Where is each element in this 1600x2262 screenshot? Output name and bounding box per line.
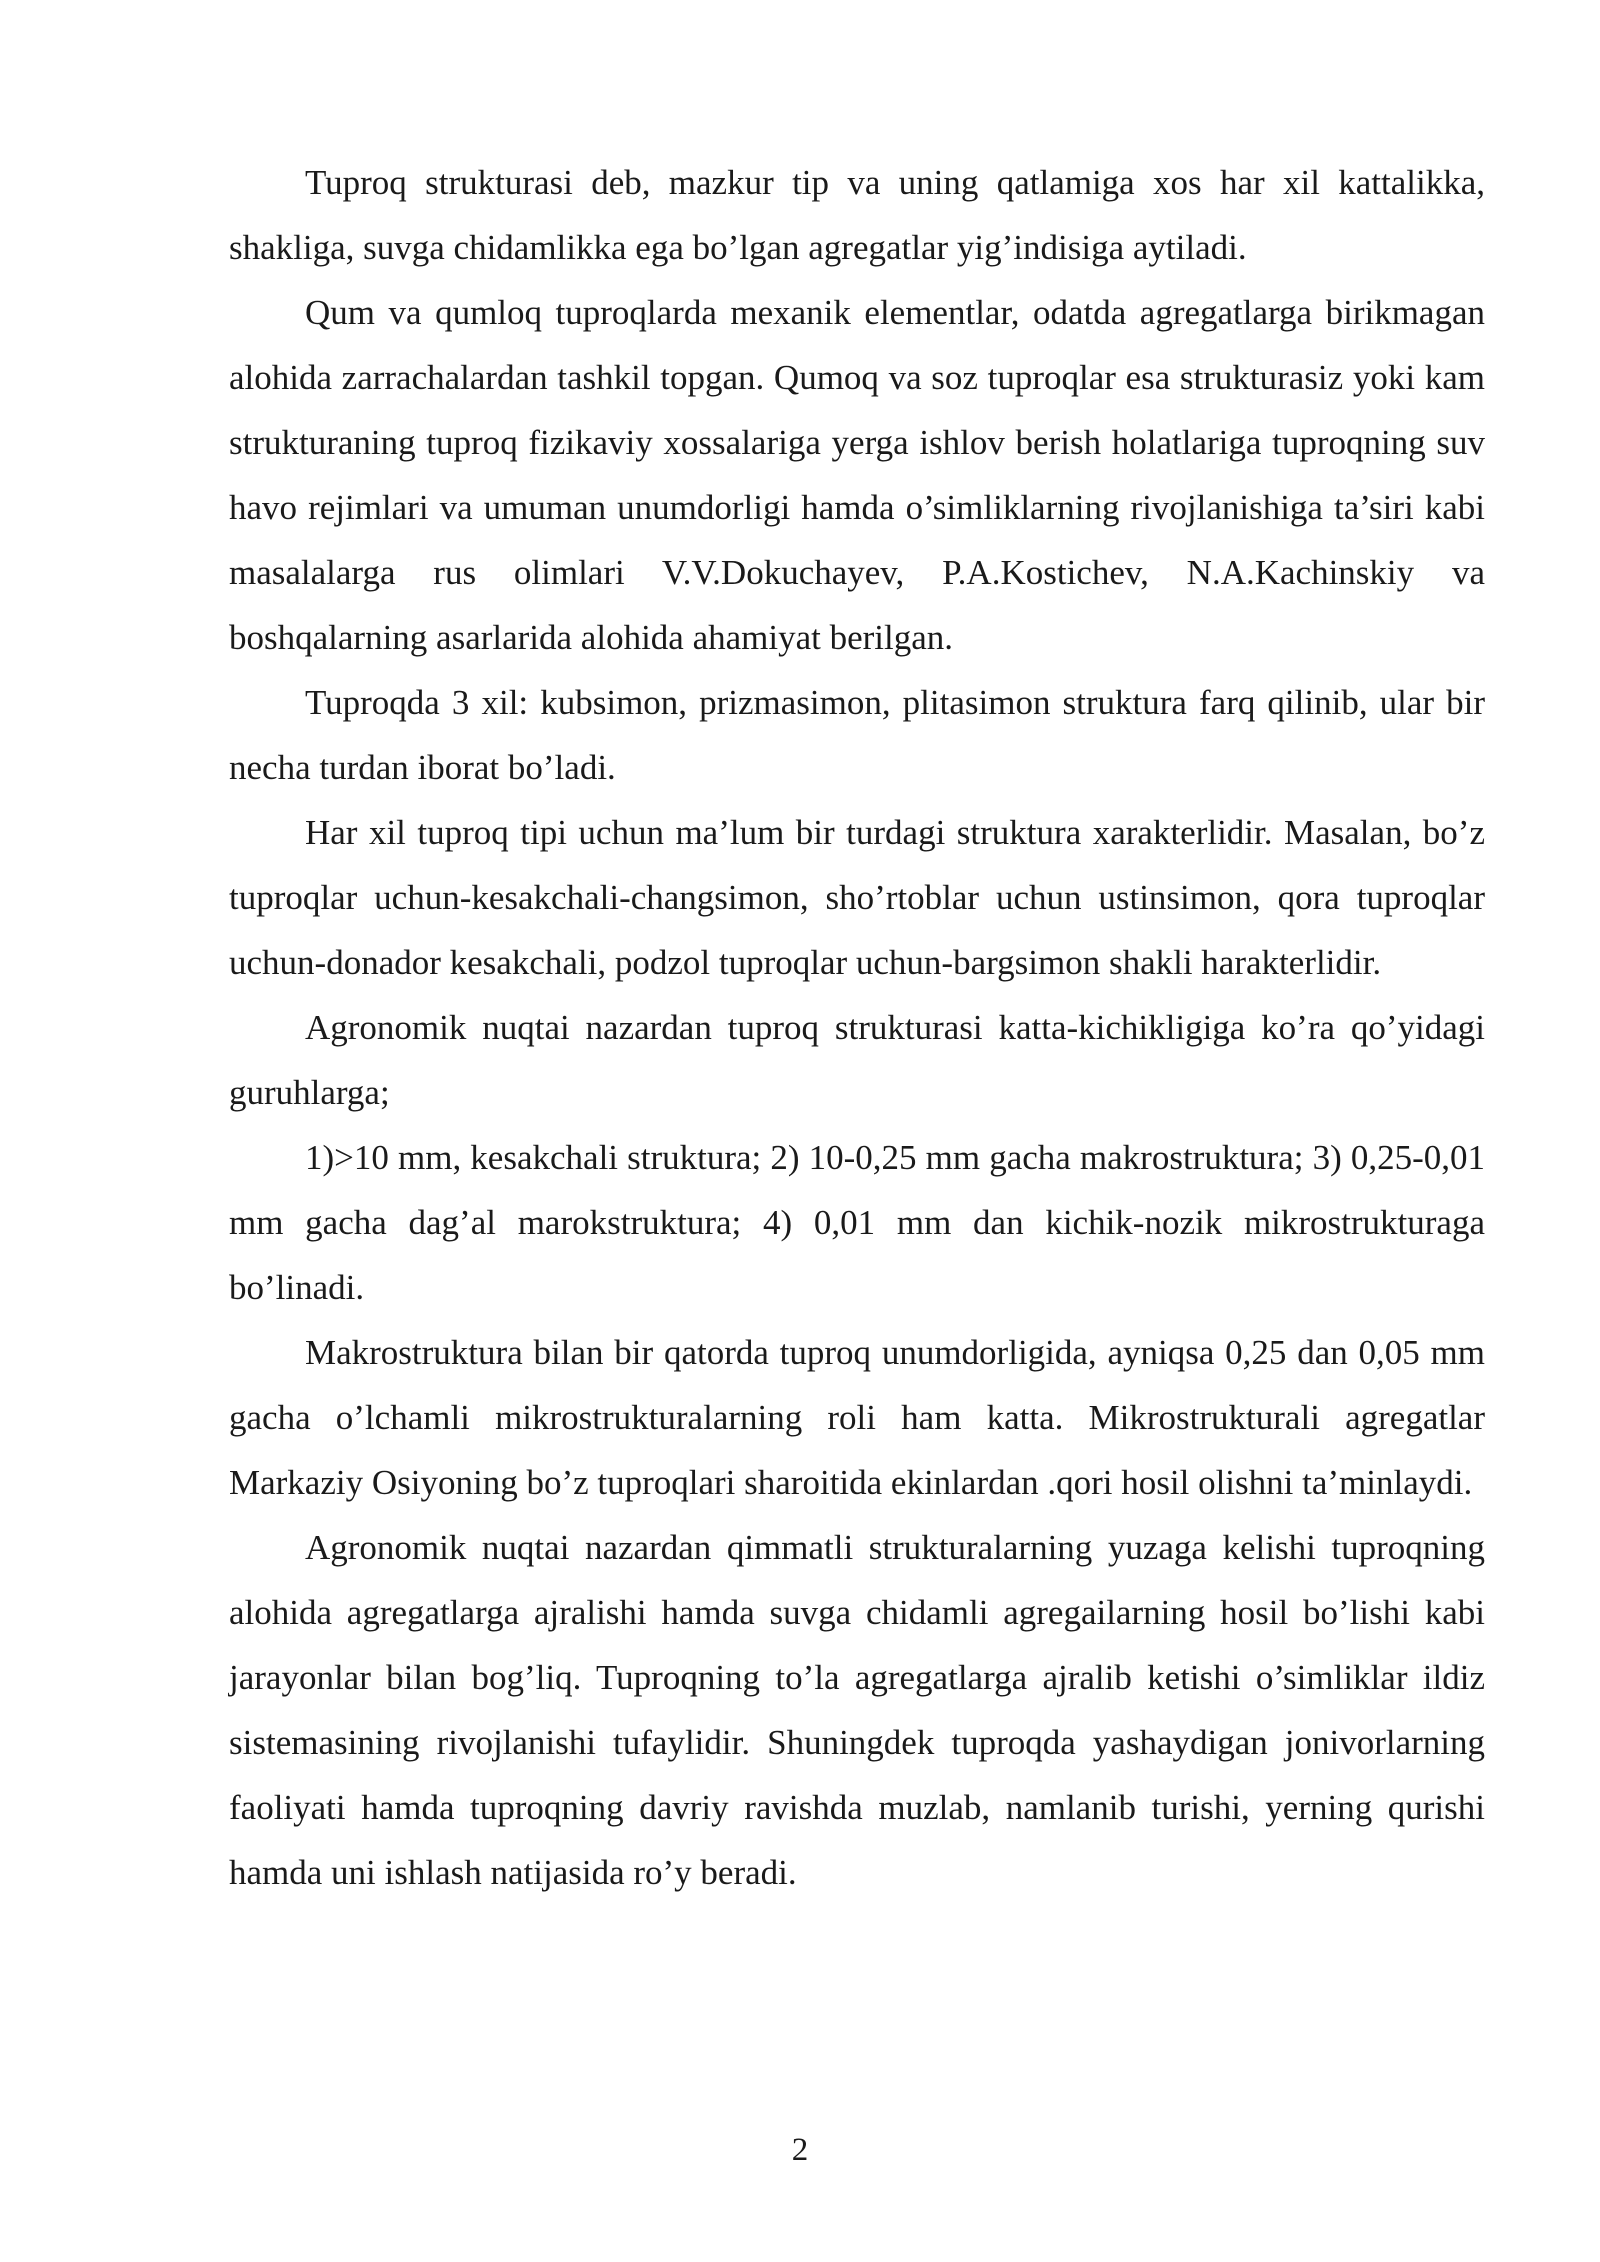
- page-number: 2: [791, 2132, 809, 2168]
- paragraph-2: Qum va qumloq tuproqlarda mexanik elementlar, odatda agregatlarga birikmagan alohida zarrachalardan tashkil topgan. Qumoq va soz tuproqlar esa strukturasiz yoki kam strukturaning tuproq fizikaviy xossalariga yerga ishlov berish holatlariga tuproqning suv havo rejimlari va umuman unumdorligi hamda o’simliklarning rivojlanishiga ta’siri kabi masalalarga rus olimlari V.V.Dokuchayev, P.A.Kostichev, N.A.Kachinskiy va boshqalarning asarlarida alohida ahamiyat berilgan.: [229, 293, 1485, 657]
- paragraph-8: Agronomik nuqtai nazardan qimmatli strukturalarning yuzaga kelishi tuproqning alohida agregatlarga ajralishi hamda suvga chidamli agregailarning hosil bo’lishi kabi jarayonlar bilan bog’liq. Tuproqning to’la agregatlarga ajralib ketishi o’simliklar ildiz sistemasining rivojlanishi tufaylidir. Shuningdek tuproqda yashaydigan jonivorlarning faoliyati hamda tuproqning davriy ravishda muzlab, namlanib turishi, yerning qurishi hamda uni ishlash natijasida ro’y beradi.: [229, 1528, 1485, 1892]
- paragraph-1: Tuproq strukturasi deb, mazkur tip va uning qatlamiga xos har xil kattalikka, shakliga, suvga chidamlikka ega bo’lgan agregatlar yig’indisiga aytiladi.: [229, 163, 1485, 267]
- paragraph-7: Makrostruktura bilan bir qatorda tuproq unumdorligida, ayniqsa 0,25 dan 0,05 mm gacha o’lchamli mikrostrukturalarning roli ham katta. Mikrostrukturali agregatlar Markaziy Osiyoning bo’z tuproqlari sharoitida ekinlardan .qori hosil olishni ta’minlaydi.: [229, 1333, 1485, 1502]
- paragraph-3: Tuproqda 3 xil: kubsimon, prizmasimon, plitasimon struktura farq qilinib, ular bir necha turdan iborat bo’ladi.: [229, 683, 1485, 787]
- paragraph-6: 1)>10 mm, kesakchali struktura; 2) 10-0,25 mm gacha makrostruktura; 3) 0,25-0,01 mm gacha dag’al marokstruktura; 4) 0,01 mm dan kichik-nozik mikrostrukturaga bo’linadi.: [229, 1138, 1485, 1307]
- body-text: [229, 150, 1485, 1905]
- paragraph-5: Agronomik nuqtai nazardan tuproq strukturasi katta-kichikligiga ko’ra qo’yidagi guruhlarga;: [229, 1008, 1485, 1112]
- paragraph-4: Har xil tuproq tipi uchun ma’lum bir turdagi struktura xarakterlidir. Masalan, bo’z tuproqlar uchun-kesakchali-changsimon, sho’rtoblar uchun ustinsimon, qora tuproqlar uchun-donador kesakchali, podzol tuproqlar uchun-bargsimon shakli harakterlidir.: [229, 813, 1485, 982]
